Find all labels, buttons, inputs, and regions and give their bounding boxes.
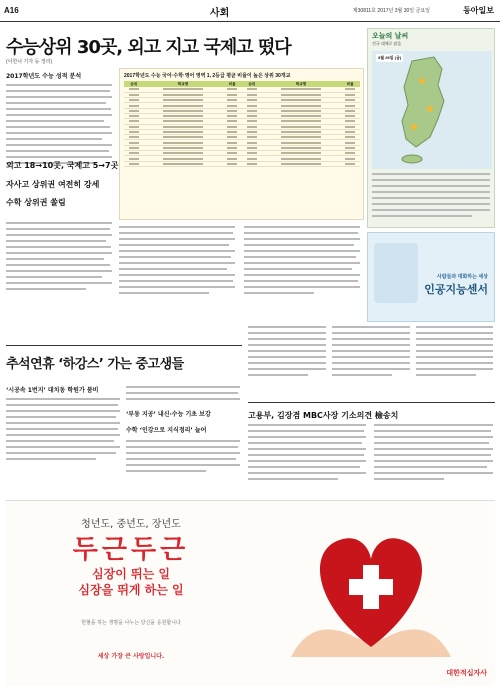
article3-headline: 고용부, 김장겸 MBC사장 기소의견 檢송치	[248, 411, 399, 420]
article3-body-col2	[374, 424, 495, 484]
article2-body-col2	[126, 386, 242, 404]
article1-headline: 수능상위 30곳, 외고 지고 국제고 떴다	[6, 37, 291, 58]
ranking-table-title: 2017학년도 수능 국어·수학·영어 영역 1, 2등급 평균 비율이 높은 상위 30개교	[124, 73, 291, 79]
weather-forecast-list	[372, 173, 492, 221]
tv-listing	[248, 326, 495, 398]
ad-line2: 두근두근	[72, 535, 190, 565]
paper-logo: 동아일보	[463, 6, 494, 15]
sensor-device-image	[374, 243, 418, 303]
page-number: A16	[4, 6, 19, 15]
sensor-ad-tagline: 사람들과 대화하는 세상	[436, 274, 488, 280]
blood-donation-ad	[6, 500, 495, 686]
article2-body-col1	[6, 398, 122, 464]
ad-line5: 헌혈을 하는 생명을 나누는 당신을 응원합니다	[81, 620, 181, 626]
col-rate: 비율	[222, 81, 242, 87]
article1-body-col1	[6, 222, 114, 294]
weather-panel	[367, 28, 495, 228]
sensor-ad-title: 인공지능센서	[424, 283, 488, 296]
article2-headline: 추석연휴 ‘하강스’ 가는 중고생들	[6, 357, 184, 372]
col-rank: 순위	[124, 81, 144, 87]
article3-body-col1	[248, 424, 368, 484]
article3-rule	[248, 402, 495, 403]
weather-map	[372, 51, 492, 169]
article1-body-col2	[119, 226, 237, 298]
weather-title: 오늘의 날씨	[372, 32, 409, 40]
article2-subhead2: ‘부동 지공’ 내신·수능 기초 보강	[126, 411, 211, 418]
ad-line6: 세상 가장 큰 사랑입니다.	[97, 653, 165, 660]
article1-body-col3	[244, 226, 362, 298]
article2-subhead3: 수학 ‘인강으로 지식정리’ 늘어	[126, 427, 207, 434]
article1-byline: (이한나 기자 등 정리)	[6, 59, 53, 65]
col-school-2: 학교명	[262, 81, 341, 87]
table-cell	[242, 161, 262, 166]
article1-body	[6, 84, 114, 168]
korea-map-icon	[372, 51, 492, 169]
article1-subhead3: 수학 상위권 쏠림	[6, 198, 66, 207]
table-cell	[262, 161, 341, 166]
ranking-table	[124, 81, 360, 167]
heart-hands-image	[271, 507, 471, 677]
article1-subhead2: 자사고 상위권 여전히 강세	[6, 180, 100, 189]
col-rank-2: 순위	[242, 81, 262, 87]
article2-rule	[6, 345, 242, 346]
issue-date: 제30811호 2017년 3월 30일 금요일	[352, 8, 430, 14]
org-logo: 대한적십자사	[446, 669, 487, 677]
table-cell	[340, 161, 360, 166]
table-row	[124, 161, 360, 166]
col-school: 학교명	[144, 81, 223, 87]
table-cell	[144, 161, 223, 166]
table-cell	[222, 161, 242, 166]
section-name: 사회	[210, 8, 230, 19]
weather-day: 3월 29일 (금)	[378, 55, 402, 60]
weather-subtitle: 전국 대체로 맑음	[372, 41, 402, 46]
ad-line4: 심장을 뛰게 하는 일	[78, 583, 184, 597]
article2-body-col3	[126, 440, 242, 476]
ranking-table-box	[119, 68, 364, 220]
ad-line3: 심장이 뛰는 일	[92, 567, 170, 581]
article1-subhead1: 외고 18→10곳, 국제고 5→7곳	[6, 161, 119, 170]
col-rate-2: 비율	[340, 81, 360, 87]
page-header	[0, 0, 500, 22]
article1-kicker: 2017학년도 수능 성적 분석	[6, 73, 82, 80]
article2-subhead1: ‘시공속 1번지’ 대치동 학원가 붐비	[6, 387, 99, 394]
table-cell	[124, 161, 144, 166]
ad-line1: 청년도, 중년도, 장년도	[81, 519, 181, 530]
sensor-ad	[367, 232, 495, 322]
